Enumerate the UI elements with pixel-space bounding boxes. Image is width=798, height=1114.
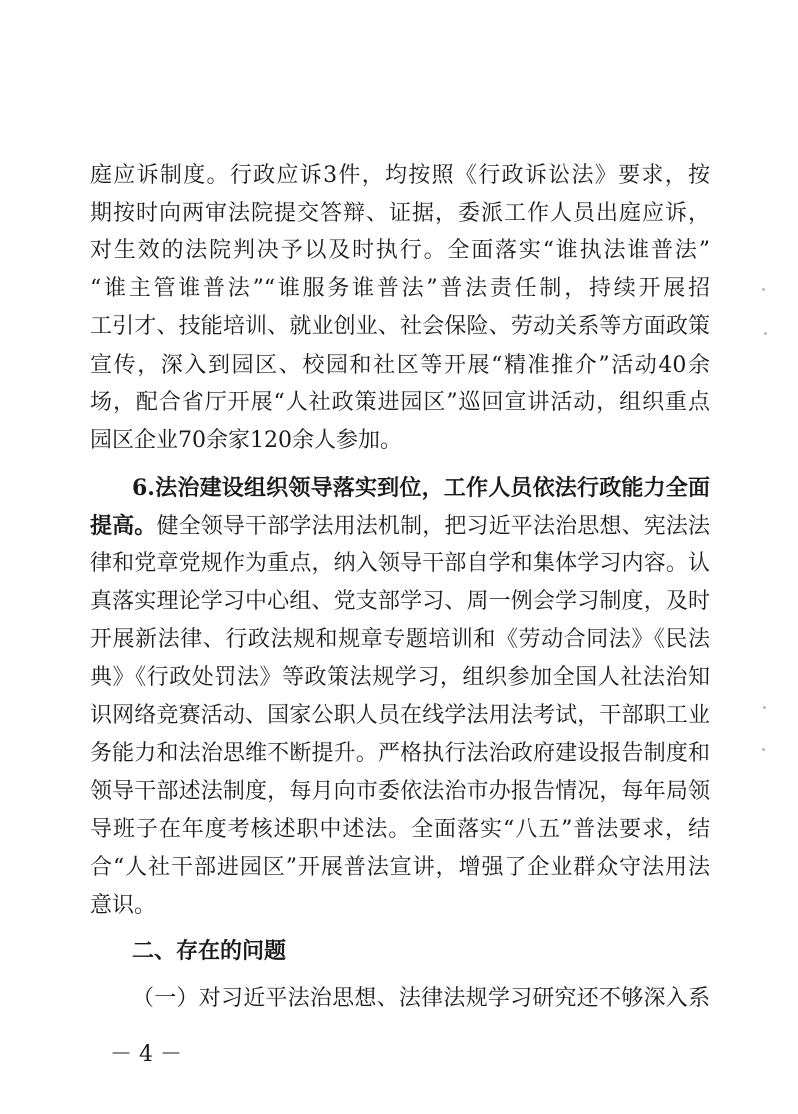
paragraph-lead-line: 6.法治建设组织领导落实到位，工作人员依法行政能力全面 [132, 475, 710, 501]
paragraph-line: 典》《行政处罚法》等政策法规学习，组织参加全国人社法治知 [90, 665, 710, 690]
paragraph-line: 园区企业70余家120余人参加。 [90, 428, 402, 453]
paragraph-line: 意识。 [90, 893, 157, 918]
paragraph-line: “谁主管谁普法”“谁服务谁普法”普法责任制，持续开展招 [90, 276, 710, 301]
scan-speck [762, 748, 765, 751]
paragraph-line: 开展新法律、行政法规和规章专题培训和《劳动合同法》《民法 [90, 627, 710, 652]
scan-speck [763, 706, 766, 709]
paragraph-line: 工引才、技能培训、就业创业、社会保险、劳动关系等方面政策 [90, 314, 710, 339]
paragraph-line: 务能力和法治思维不断提升。严格执行法治政府建设报告制度和 [90, 741, 710, 766]
paragraph-line: 识网络竞赛活动、国家公职人员在线学法用法考试，干部职工业 [90, 703, 710, 728]
paragraph-line: 真落实理论学习中心组、党支部学习、周一例会学习制度，及时 [90, 589, 710, 614]
paragraph-line: 领导干部述法制度，每月向市委依法治市办报告情况，每年局领 [90, 779, 710, 804]
scan-speck [762, 288, 765, 291]
paragraph-line: 律和党章党规作为重点，纳入领导干部自学和集体学习内容。认 [90, 551, 710, 576]
section-heading: 二、存在的问题 [132, 939, 287, 964]
paragraph-line [90, 508, 710, 544]
paragraph-lead-end: 提高。 [90, 513, 157, 539]
paragraph-line: 导班子在年度考核述职中述法。全面落实“八五”普法要求，结 [90, 817, 710, 842]
paragraph-line: 合“人社干部进园区”开展普法宣讲，增强了企业群众守法用法 [90, 855, 710, 880]
paragraph-line-rest: 健全领导干部学法用法机制，把习近平法治思想、宪法法 [156, 514, 710, 539]
paragraph-line: 宣传，深入到园区、校园和社区等开展“精准推介”活动40余 [90, 353, 710, 378]
scan-speck [764, 332, 767, 335]
paragraph-line: 场，配合省厅开展“人社政策进园区”巡回宣讲活动，组织重点 [90, 390, 710, 415]
paragraph-line: 庭应诉制度。行政应诉3件，均按照《行政诉讼法》要求，按 [90, 163, 710, 188]
paragraph-line: 对生效的法院判决予以及时执行。全面落实“谁执法谁普法” [90, 238, 710, 263]
paragraph-line: 期按时向两审法院提交答辩、证据，委派工作人员出庭应诉， [90, 201, 710, 226]
page-number: － 4 － [110, 1042, 182, 1067]
paragraph-line: （一）对习近平法治思想、法律法规学习研究还不够深入系 [132, 986, 710, 1011]
